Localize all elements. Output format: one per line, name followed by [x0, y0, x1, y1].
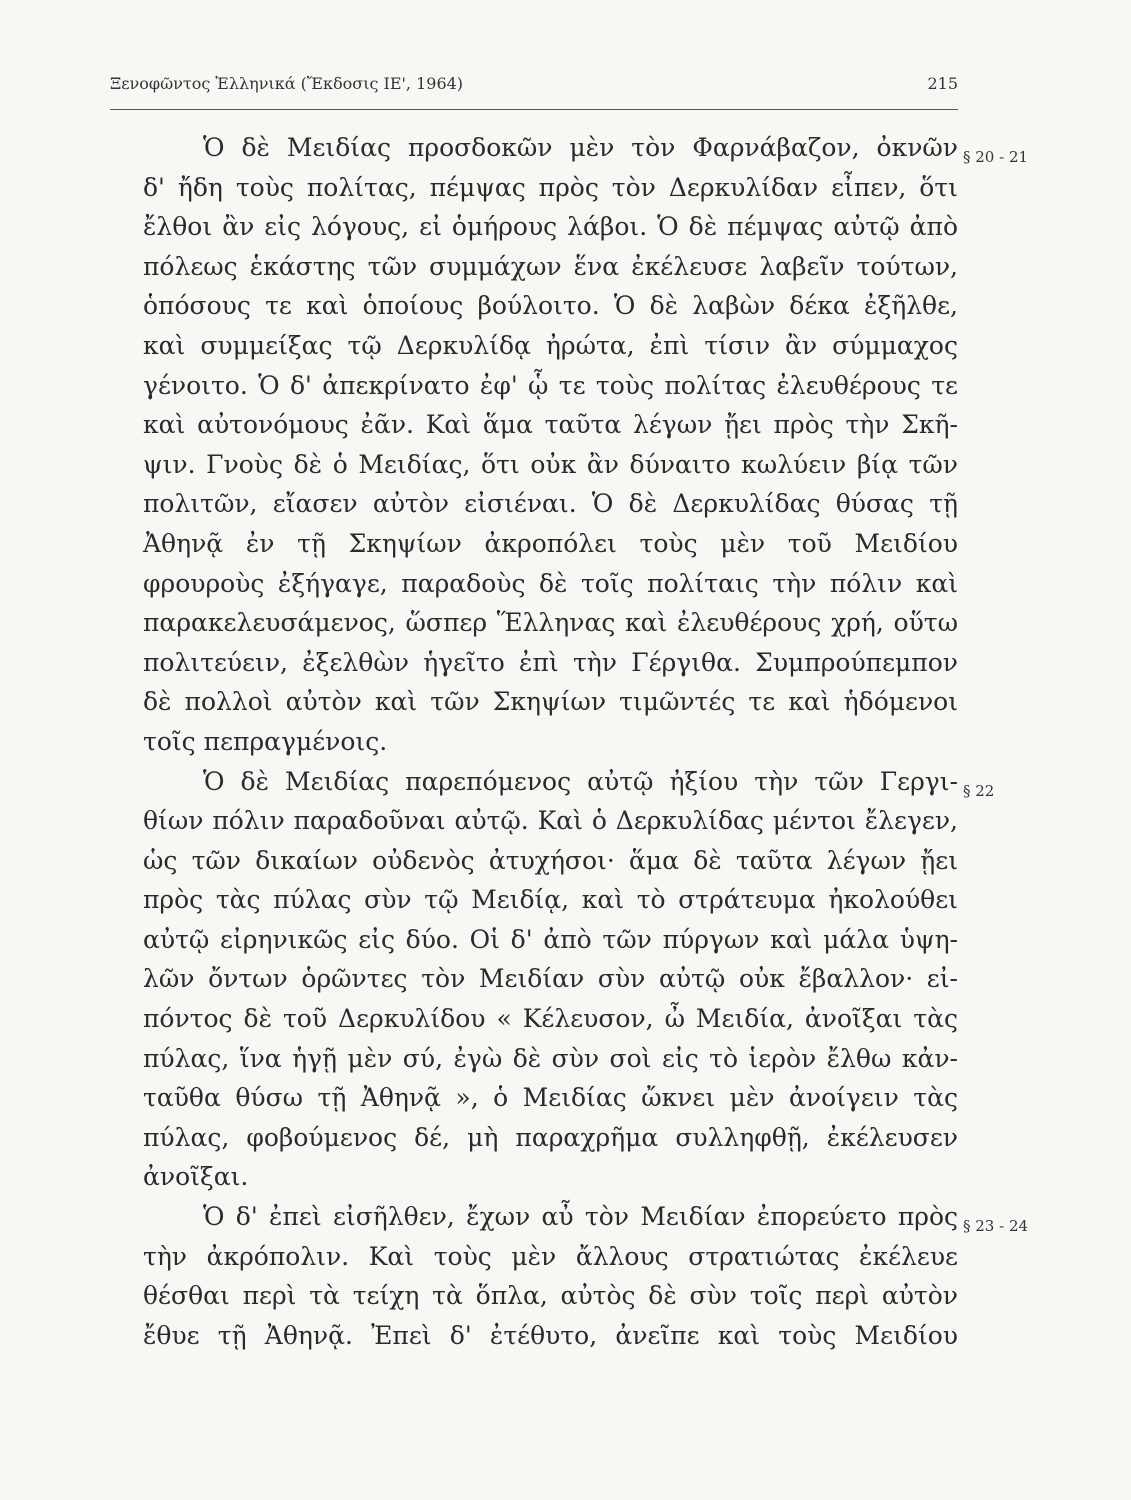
text-line: λῶν ὄντων ὁρῶντες τὸν Μειδίαν σὺν αὐτῷ οὐκ ἔβαλλον· εἰ-: [143, 964, 958, 994]
text-line: δὲ πολλοὶ αὐτὸν καὶ τῶν Σκηψίων τιμῶντές τε καὶ ἡδόμενοι: [143, 687, 958, 717]
text-line: ὡς τῶν δικαίων οὐδενὸς ἀτυχήσοι· ἅμα δὲ ταῦτα λέγων ᾔει: [143, 845, 958, 875]
text-line: παρακελευσάμενος, ὥσπερ Ἕλληνας καὶ ἐλευθέρους χρή, οὕτω: [143, 608, 958, 638]
text-line: θέσθαι περὶ τὰ τείχη τὰ ὅπλα, αὐτὸς δὲ σὺν τοῖς περὶ αὐτὸν: [143, 1281, 958, 1311]
text-line: πύλας, φοβούμενος δέ, μὴ παραχρῆμα συλληφθῇ, ἐκέλευσεν: [143, 1122, 958, 1152]
page-number: 215: [927, 74, 958, 93]
text-line: πόντος δὲ τοῦ Δερκυλίδου « Κέλευσον, ὦ Μειδία, ἀνοῖξαι τὰς: [143, 1004, 958, 1034]
text-line: πρὸς τὰς πύλας σὺν τῷ Μειδίᾳ, καὶ τὸ στράτευμα ἠκολούθει: [143, 885, 958, 915]
header-rule: [110, 109, 958, 110]
text-line: καὶ αὐτονόμους ἐᾶν. Καὶ ἅμα ταῦτα λέγων ᾔει πρὸς τὴν Σκῆ-: [143, 410, 958, 440]
text-line: γένοιτο. Ὁ δ' ἀπεκρίνατο ἐφ' ᾧ τε τοὺς πολίτας ἐλευθέρους τε: [143, 370, 958, 400]
text-line: Ὁ δ' ἐπεὶ εἰσῆλθεν, ἔχων αὖ τὸν Μειδίαν ἐπορεύετο πρὸς: [203, 1202, 958, 1232]
text-line: Ὁ δὲ Μειδίας προσδοκῶν μὲν τὸν Φαρνάβαζον, ὀκνῶν: [203, 133, 958, 162]
text-line: καὶ συμμείξας τῷ Δερκυλίδᾳ ἠρώτα, ἐπὶ τίσιν ἂν σύμμαχος: [143, 330, 958, 360]
margin-note-section-20-21: § 20 - 21: [963, 148, 1029, 166]
text-line: πύλας, ἵνα ἡγῇ μὲν σύ, ἐγὼ δὲ σὺν σοὶ εἰς τὸ ἱερὸν ἔλθω κἀν-: [143, 1043, 958, 1073]
text-line: τὴν ἀκρόπολιν. Καὶ τοὺς μὲν ἄλλους στρατιώτας ἐκέλευε: [143, 1241, 958, 1271]
text-line: δ' ἤδη τοὺς πολίτας, πέμψας πρὸς τὸν Δερκυλίδαν εἶπεν, ὅτι: [143, 172, 958, 202]
text-line: αὐτῷ εἰρηνικῶς εἰς δύο. Οἱ δ' ἀπὸ τῶν πύργων καὶ μάλα ὑψη-: [143, 924, 958, 954]
text-line: φρουροὺς ἐξήγαγε, παραδοὺς δὲ τοῖς πολίταις τὴν πόλιν καὶ: [143, 568, 958, 598]
margin-note-section-22: § 22: [963, 782, 995, 800]
main-text: [143, 128, 958, 1355]
text-line: ταῦθα θύσω τῇ Ἀθηνᾷ », ὁ Μειδίας ὤκνει μὲν ἀνοίγειν τὰς: [143, 1083, 958, 1113]
text-line: Ὁ δὲ Μειδίας παρεπόμενος αὐτῷ ἠξίου τὴν τῶν Γεργι-: [203, 766, 958, 796]
running-title: Ξενοφῶντος Ἑλληνικά (Ἔκδοσις ΙΕ', 1964): [110, 74, 464, 93]
text-line: Ἀθηνᾷ ἐν τῇ Σκηψίων ἀκροπόλει τοὺς μὲν τοῦ Μειδίου: [143, 528, 958, 558]
text-line: ὁπόσους τε καὶ ὁποίους βούλοιτο. Ὁ δὲ λαβὼν δέκα ἐξῆλθε,: [143, 291, 958, 321]
text-line: ἀνοῖξαι.: [143, 1162, 249, 1192]
text-line: ψιν. Γνοὺς δὲ ὁ Μειδίας, ὅτι οὐκ ἂν δύναιτο κωλύειν βίᾳ τῶν: [143, 449, 958, 479]
text-line: πολιτεύειν, ἐξελθὼν ἡγεῖτο ἐπὶ τὴν Γέργιθα. Συμπρούπεμπον: [143, 647, 958, 677]
text-line: πολιτῶν, εἴασεν αὐτὸν εἰσιέναι. Ὁ δὲ Δερκυλίδας θύσας τῇ: [143, 489, 958, 519]
text-line: ἔθυε τῇ Ἀθηνᾷ. Ἐπεὶ δ' ἐτέθυτο, ἀνεῖπε καὶ τοὺς Μειδίου: [143, 1320, 958, 1350]
text-line: θίων πόλιν παραδοῦναι αὐτῷ. Καὶ ὁ Δερκυλίδας μέντοι ἔλεγεν,: [143, 806, 958, 836]
text-line: ἔλθοι ἂν εἰς λόγους, εἰ ὁμήρους λάβοι. Ὁ δὲ πέμψας αὐτῷ ἀπὸ: [143, 212, 958, 242]
text-line: πόλεως ἑκάστης τῶν συμμάχων ἕνα ἐκέλευσε λαβεῖν τούτων,: [143, 251, 958, 281]
running-header: [110, 74, 958, 102]
margin-note-section-23-24: § 23 - 24: [963, 1217, 1029, 1235]
text-line: τοῖς πεπραγμένοις.: [143, 726, 388, 756]
